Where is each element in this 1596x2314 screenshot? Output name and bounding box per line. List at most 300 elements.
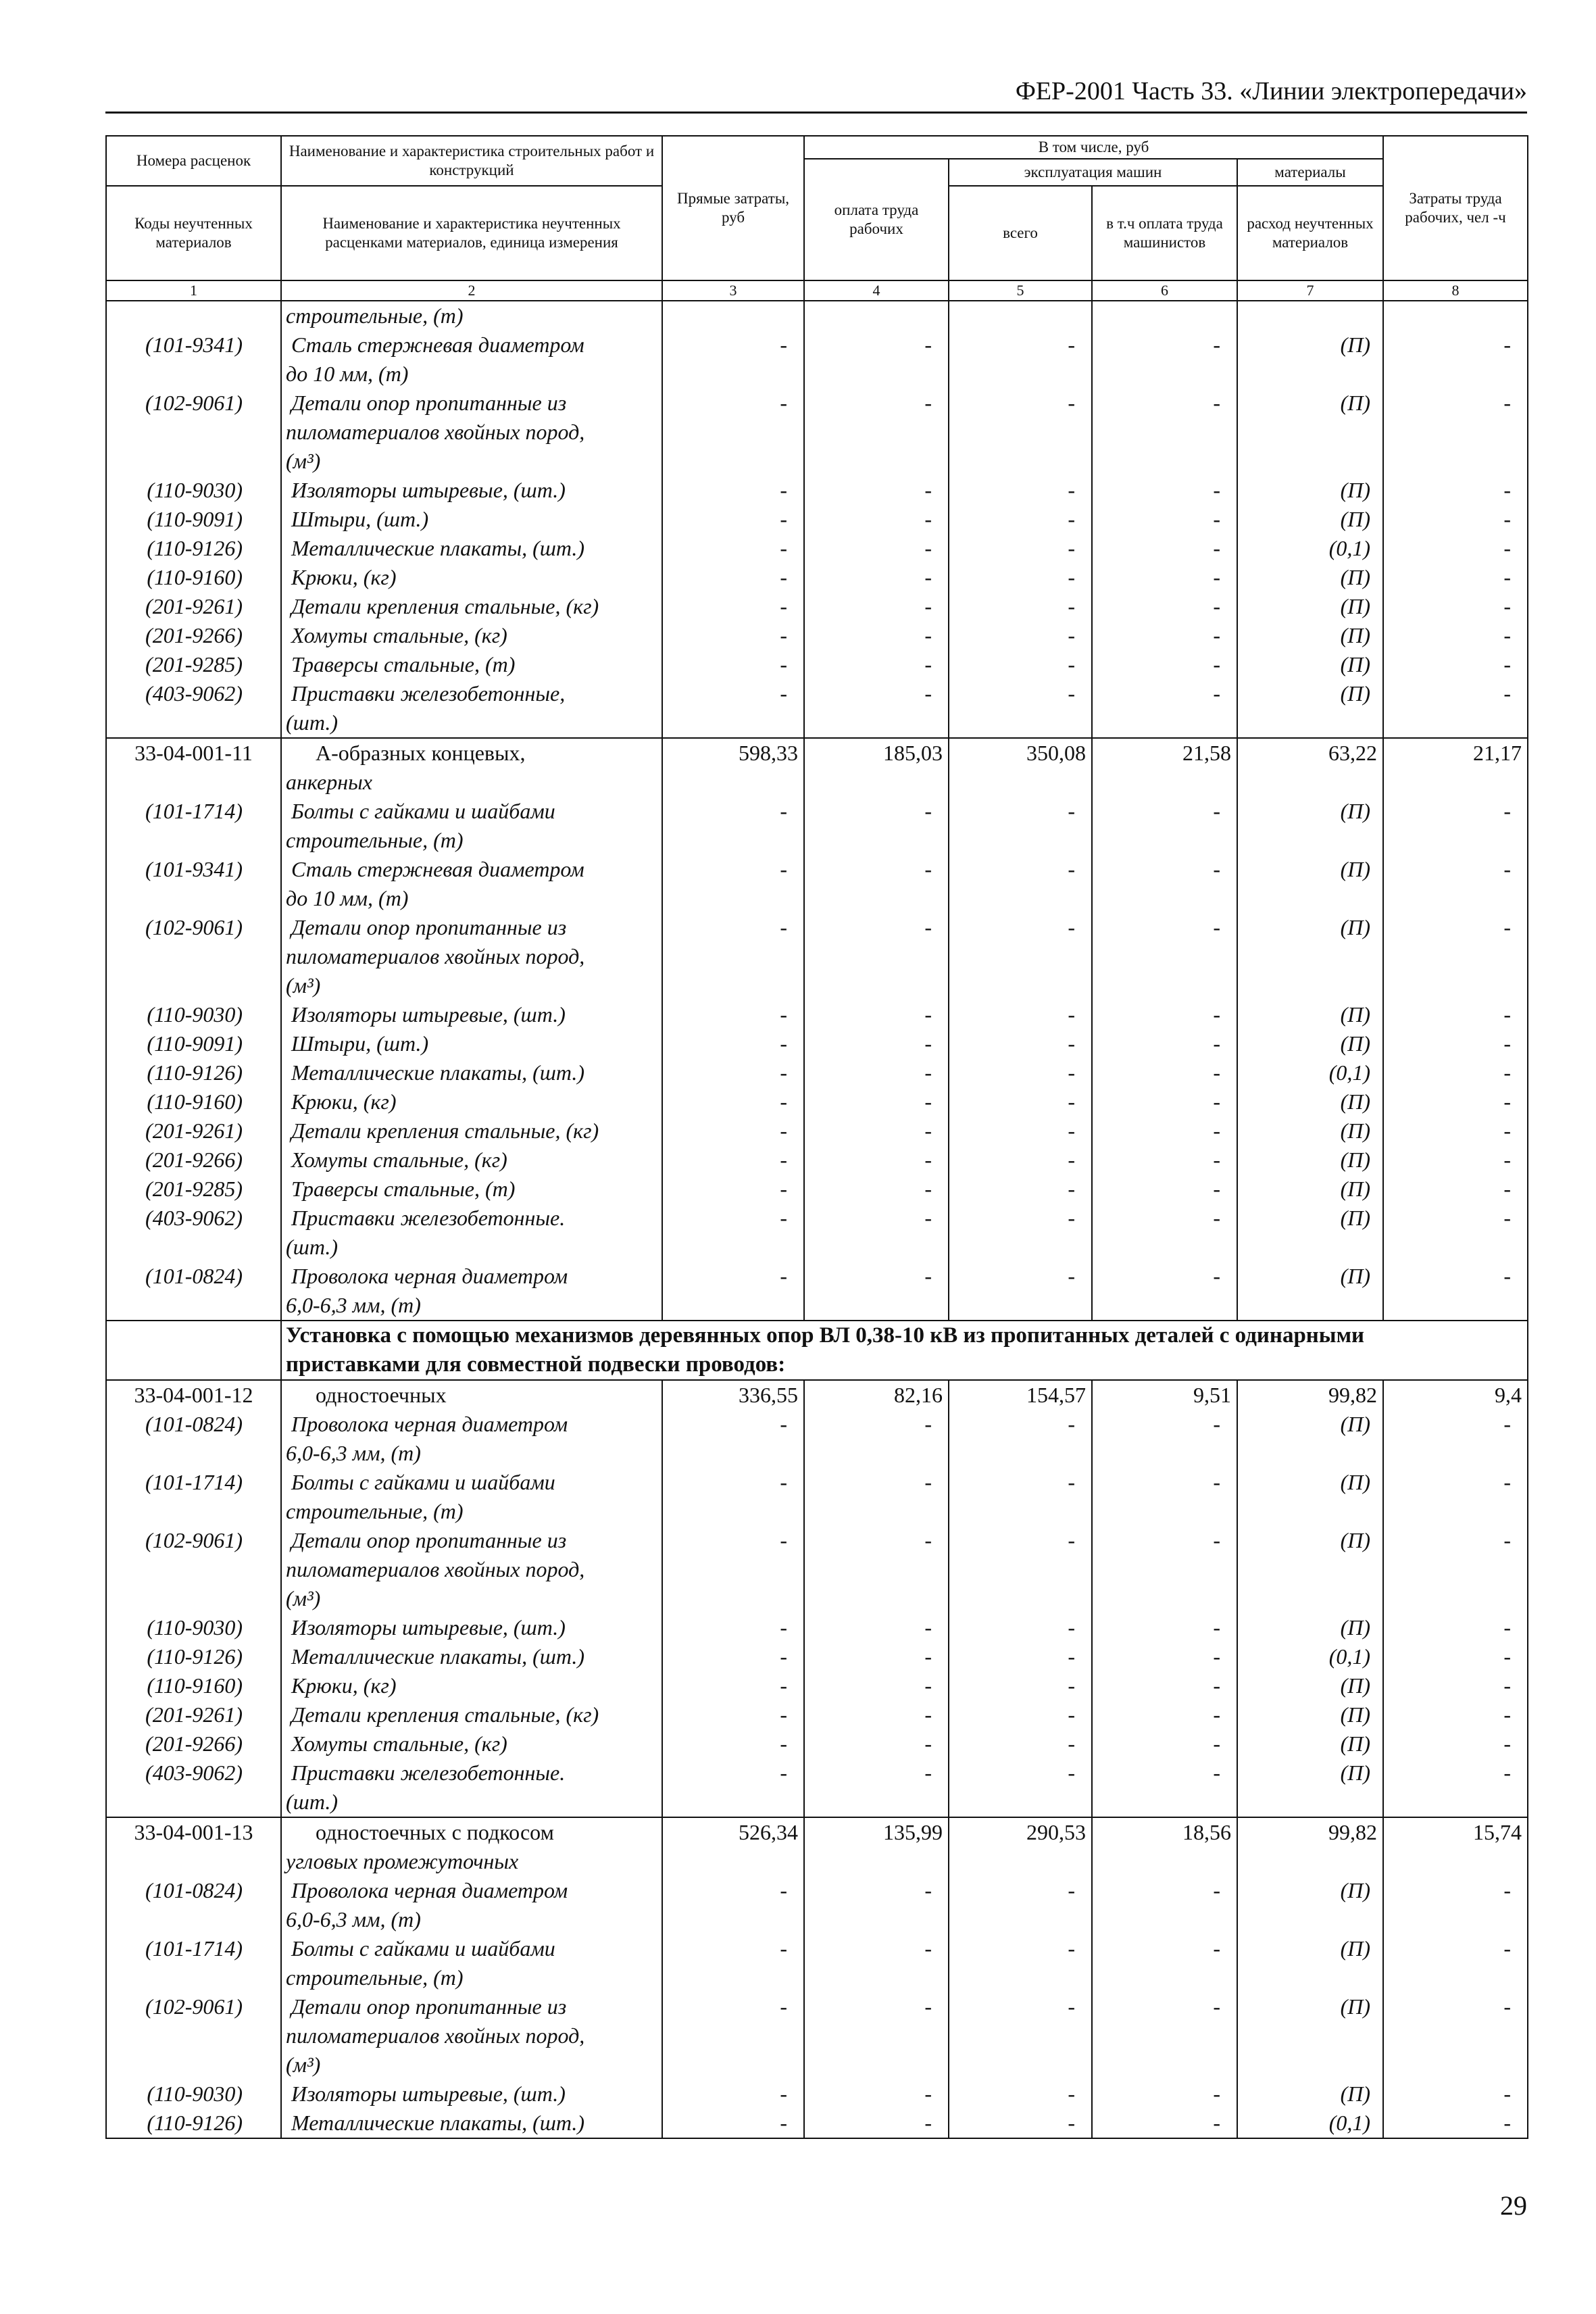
dash-cell: - — [1383, 1262, 1528, 1291]
material-name: Сталь стержневая диаметром — [281, 855, 662, 884]
empty-cell — [662, 1439, 804, 1468]
rate-name: одностоечных с подкосом — [281, 1817, 662, 1847]
dash-cell: - — [949, 2079, 1092, 2109]
empty-cell — [1237, 418, 1383, 447]
dash-cell: - — [1092, 1000, 1237, 1029]
rate-row — [106, 1817, 1528, 1847]
empty-cell — [949, 768, 1092, 797]
empty-cell — [106, 1584, 281, 1613]
dash-cell: - — [662, 1758, 804, 1788]
empty-cell — [662, 942, 804, 971]
empty-cell — [1237, 1439, 1383, 1468]
header-col6: в т.ч оплата труда машинистов — [1092, 186, 1237, 280]
dash-cell: - — [949, 679, 1092, 708]
dash-cell: - — [1383, 476, 1528, 505]
dash-cell: - — [1383, 1116, 1528, 1146]
dash-cell: - — [804, 2109, 949, 2138]
dash-cell: - — [804, 1468, 949, 1497]
dash-cell: - — [949, 1642, 1092, 1671]
column-number: 2 — [281, 280, 662, 301]
material-consumption: (П) — [1237, 1000, 1383, 1029]
empty-cell — [1092, 971, 1237, 1000]
material-row — [106, 2109, 1528, 2138]
empty-cell — [662, 1788, 804, 1817]
material-name: Детали крепления стальные, (кг) — [281, 592, 662, 621]
empty-cell — [1237, 1291, 1383, 1321]
dash-cell: - — [1092, 1526, 1237, 1555]
value-c7: 99,82 — [1237, 1817, 1383, 1847]
dash-cell: - — [662, 1876, 804, 1905]
dash-cell: - — [1092, 1468, 1237, 1497]
empty-cell — [106, 884, 281, 913]
empty-cell — [1383, 1847, 1528, 1876]
dash-cell: - — [804, 797, 949, 826]
empty-cell — [1092, 360, 1237, 389]
material-code: (201-9285) — [106, 650, 281, 679]
dash-cell: - — [662, 592, 804, 621]
dash-cell: - — [804, 1029, 949, 1058]
empty-cell — [804, 1233, 949, 1262]
rate-code: 33-04-001-12 — [106, 1380, 281, 1410]
dash-cell: - — [1092, 1992, 1237, 2021]
material-name: Металлические плакаты, (шт.) — [281, 1642, 662, 1671]
dash-cell: - — [1092, 1116, 1237, 1146]
dash-cell: - — [804, 621, 949, 650]
empty-cell — [804, 1847, 949, 1876]
empty-cell — [1383, 942, 1528, 971]
dash-cell: - — [662, 534, 804, 563]
material-row — [106, 1262, 1528, 1291]
name-continuation: до 10 мм, (т) — [281, 884, 662, 913]
material-row — [106, 1992, 1528, 2021]
dash-cell: - — [662, 1029, 804, 1058]
empty-cell — [1237, 1555, 1383, 1584]
dash-cell: - — [662, 1526, 804, 1555]
empty-cell — [106, 1905, 281, 1934]
dash-cell: - — [1383, 330, 1528, 360]
dash-cell: - — [804, 1758, 949, 1788]
empty-cell — [662, 1233, 804, 1262]
empty-cell — [804, 1905, 949, 1934]
dash-cell: - — [1092, 1671, 1237, 1700]
material-consumption: (П) — [1237, 1934, 1383, 1963]
dash-cell: - — [1092, 650, 1237, 679]
dash-cell: - — [949, 1175, 1092, 1204]
header-col2-top: Наименование и характеристика строительных работ и конструкций — [281, 136, 662, 186]
rates-table — [105, 135, 1528, 2139]
rate-name: А-образных концевых, — [281, 738, 662, 768]
dash-cell: - — [1383, 1758, 1528, 1788]
empty-cell — [106, 2021, 281, 2050]
empty-cell — [804, 1788, 949, 1817]
section-title-line: Установка с помощью механизмов деревянных опор ВЛ 0,38-10 кВ из пропитанных деталей с одинарными — [286, 1323, 1365, 1348]
empty-cell — [1092, 1788, 1237, 1817]
material-row — [106, 1876, 1528, 1905]
dash-cell: - — [662, 1262, 804, 1291]
name-continuation: угловых промежуточных — [281, 1847, 662, 1876]
name-continuation: 6,0-6,3 мм, (т) — [281, 1291, 662, 1321]
section-title — [281, 1321, 1528, 1380]
continuation-row — [106, 708, 1528, 738]
dash-cell: - — [804, 505, 949, 534]
dash-cell: - — [662, 1613, 804, 1642]
empty-cell — [1237, 2021, 1383, 2050]
empty-cell — [1092, 768, 1237, 797]
value-c4: 135,99 — [804, 1817, 949, 1847]
material-code: (110-9030) — [106, 2079, 281, 2109]
dash-cell: - — [804, 855, 949, 884]
material-row — [106, 1029, 1528, 1058]
dash-cell: - — [804, 913, 949, 942]
dash-cell: - — [1383, 1204, 1528, 1233]
dash-cell: - — [949, 1204, 1092, 1233]
rate-code: 33-04-001-11 — [106, 738, 281, 768]
material-code: (101-0824) — [106, 1876, 281, 1905]
empty-cell — [1383, 1788, 1528, 1817]
dash-cell: - — [949, 1700, 1092, 1729]
section-title-line: приставками для совместной подвески проводов: — [286, 1352, 786, 1377]
empty-cell — [804, 2050, 949, 2079]
material-consumption: (0,1) — [1237, 1642, 1383, 1671]
dash-cell: - — [662, 1204, 804, 1233]
material-consumption: (П) — [1237, 1262, 1383, 1291]
dash-cell: - — [804, 1671, 949, 1700]
name-continuation: (м³) — [281, 447, 662, 476]
dash-cell: - — [949, 1526, 1092, 1555]
empty-cell — [949, 1555, 1092, 1584]
empty-cell — [106, 1847, 281, 1876]
dash-cell: - — [662, 1146, 804, 1175]
empty-cell — [949, 360, 1092, 389]
material-name: Траверсы стальные, (т) — [281, 1175, 662, 1204]
material-code: (102-9061) — [106, 913, 281, 942]
dash-cell: - — [1383, 1613, 1528, 1642]
empty-cell — [1092, 1584, 1237, 1613]
dash-cell: - — [949, 1000, 1092, 1029]
name-continuation: до 10 мм, (т) — [281, 360, 662, 389]
dash-cell: - — [1383, 1992, 1528, 2021]
empty-cell — [1237, 884, 1383, 913]
material-consumption: (П) — [1237, 592, 1383, 621]
continuation-row — [106, 360, 1528, 389]
empty-cell — [662, 2021, 804, 2050]
value-c3: 336,55 — [662, 1380, 804, 1410]
dash-cell: - — [949, 505, 1092, 534]
empty-cell — [804, 418, 949, 447]
empty-cell — [1237, 1497, 1383, 1526]
empty-cell — [949, 447, 1092, 476]
dash-cell: - — [949, 1613, 1092, 1642]
empty-cell — [1383, 2050, 1528, 2079]
empty-cell — [1237, 1847, 1383, 1876]
dash-cell: - — [1092, 476, 1237, 505]
material-consumption: (П) — [1237, 1410, 1383, 1439]
name-continuation: (шт.) — [281, 708, 662, 738]
empty-cell — [662, 826, 804, 855]
material-consumption: (П) — [1237, 1526, 1383, 1555]
dash-cell: - — [804, 1934, 949, 1963]
dash-cell: - — [949, 1671, 1092, 1700]
empty-cell — [949, 1291, 1092, 1321]
material-consumption: (П) — [1237, 650, 1383, 679]
dash-cell: - — [949, 1262, 1092, 1291]
continuation-row — [106, 1233, 1528, 1262]
dash-cell: - — [1092, 389, 1237, 418]
dash-cell: - — [1092, 563, 1237, 592]
dash-cell: - — [1383, 2079, 1528, 2109]
dash-cell: - — [1383, 1058, 1528, 1087]
empty-cell — [662, 447, 804, 476]
material-name: Траверсы стальные, (т) — [281, 650, 662, 679]
dash-cell: - — [1092, 1146, 1237, 1175]
empty-cell — [949, 1963, 1092, 1992]
material-name: Хомуты стальные, (кг) — [281, 621, 662, 650]
material-row — [106, 650, 1528, 679]
empty-cell — [662, 971, 804, 1000]
value-c5: 350,08 — [949, 738, 1092, 768]
material-name: Приставки железобетонные, — [281, 679, 662, 708]
name-continuation: (м³) — [281, 971, 662, 1000]
name-continuation: строительные, (т) — [281, 826, 662, 855]
material-name: Детали крепления стальные, (кг) — [281, 1700, 662, 1729]
material-name: Изоляторы штыревые, (шт.) — [281, 2079, 662, 2109]
dash-cell: - — [949, 797, 1092, 826]
dash-cell: - — [1092, 1029, 1237, 1058]
empty-cell — [804, 2021, 949, 2050]
continuation-row — [106, 301, 1528, 330]
material-name: Детали опор пропитанные из — [281, 389, 662, 418]
dash-cell: - — [949, 650, 1092, 679]
dash-cell: - — [804, 1000, 949, 1029]
material-row — [106, 1146, 1528, 1175]
value-c3: 598,33 — [662, 738, 804, 768]
dash-cell: - — [662, 389, 804, 418]
dash-cell: - — [1383, 679, 1528, 708]
material-consumption: (П) — [1237, 389, 1383, 418]
empty-cell — [1237, 447, 1383, 476]
material-row — [106, 1700, 1528, 1729]
empty-cell — [106, 971, 281, 1000]
material-name: Штыри, (шт.) — [281, 505, 662, 534]
dash-cell: - — [662, 1410, 804, 1439]
empty-cell — [949, 1847, 1092, 1876]
dash-cell: - — [949, 389, 1092, 418]
name-continuation: (м³) — [281, 1584, 662, 1613]
dash-cell: - — [804, 679, 949, 708]
continuation-row — [106, 1963, 1528, 1992]
material-code: (201-9266) — [106, 1729, 281, 1758]
material-row — [106, 2079, 1528, 2109]
material-code: (110-9126) — [106, 534, 281, 563]
dash-cell: - — [662, 1729, 804, 1758]
dash-cell: - — [949, 1146, 1092, 1175]
continuation-row — [106, 884, 1528, 913]
material-code: (201-9261) — [106, 1700, 281, 1729]
material-row — [106, 1642, 1528, 1671]
material-code: (102-9061) — [106, 1526, 281, 1555]
material-name: Сталь стержневая диаметром — [281, 330, 662, 360]
empty-cell — [662, 360, 804, 389]
dash-cell: - — [949, 1992, 1092, 2021]
dash-cell: - — [949, 1087, 1092, 1116]
empty-cell — [662, 1963, 804, 1992]
empty-cell — [804, 884, 949, 913]
dash-cell: - — [1383, 1642, 1528, 1671]
dash-cell: - — [1092, 1204, 1237, 1233]
material-consumption: (П) — [1237, 2079, 1383, 2109]
empty-cell — [1092, 1497, 1237, 1526]
header-materials: материалы — [1237, 159, 1383, 186]
empty-cell — [1092, 1439, 1237, 1468]
dash-cell: - — [949, 1468, 1092, 1497]
dash-cell: - — [662, 563, 804, 592]
material-row — [106, 1934, 1528, 1963]
material-row — [106, 330, 1528, 360]
running-header: ФЕР-2001 Часть 33. «Линии электропередачи» — [105, 71, 1527, 114]
material-consumption: (П) — [1237, 1992, 1383, 2021]
empty-cell — [804, 1439, 949, 1468]
material-code: (101-1714) — [106, 1468, 281, 1497]
empty-cell — [949, 942, 1092, 971]
dash-cell: - — [662, 913, 804, 942]
material-consumption: (П) — [1237, 1116, 1383, 1146]
dash-cell: - — [1092, 1087, 1237, 1116]
empty-cell — [949, 1439, 1092, 1468]
material-code: (110-9160) — [106, 1671, 281, 1700]
header-col8: Затраты труда рабочих, чел -ч — [1383, 136, 1528, 280]
empty-cell — [1237, 826, 1383, 855]
continuation-row — [106, 1439, 1528, 1468]
rate-row — [106, 1380, 1528, 1410]
material-name: Металлические плакаты, (шт.) — [281, 534, 662, 563]
dash-cell: - — [949, 855, 1092, 884]
dash-cell: - — [1092, 1410, 1237, 1439]
material-name: Крюки, (кг) — [281, 563, 662, 592]
continuation-row — [106, 1497, 1528, 1526]
material-row — [106, 592, 1528, 621]
header-machines: эксплуатация машин — [949, 159, 1237, 186]
material-row — [106, 679, 1528, 708]
material-row — [106, 1204, 1528, 1233]
empty-cell — [662, 1291, 804, 1321]
empty-cell — [106, 447, 281, 476]
material-name: Хомуты стальные, (кг) — [281, 1729, 662, 1758]
dash-cell: - — [1092, 797, 1237, 826]
material-name: Приставки железобетонные. — [281, 1758, 662, 1788]
empty-cell — [1383, 768, 1528, 797]
dash-cell: - — [662, 476, 804, 505]
material-code: (201-9285) — [106, 1175, 281, 1204]
material-consumption: (П) — [1237, 1729, 1383, 1758]
continuation-row — [106, 768, 1528, 797]
empty-cell — [106, 1291, 281, 1321]
table-header — [106, 136, 1528, 301]
header-col5: всего — [949, 186, 1092, 280]
empty-cell — [949, 2050, 1092, 2079]
empty-cell — [1383, 884, 1528, 913]
dash-cell: - — [949, 330, 1092, 360]
empty-cell — [949, 1788, 1092, 1817]
material-name: Болты с гайками и шайбами — [281, 1468, 662, 1497]
dash-cell: - — [662, 855, 804, 884]
material-name: Проволока черная диаметром — [281, 1410, 662, 1439]
continuation-row — [106, 1788, 1528, 1817]
dash-cell: - — [662, 621, 804, 650]
material-name: Крюки, (кг) — [281, 1087, 662, 1116]
material-row — [106, 1175, 1528, 1204]
value-c3: 526,34 — [662, 1817, 804, 1847]
empty-cell — [949, 1905, 1092, 1934]
dash-cell: - — [662, 1175, 804, 1204]
dash-cell: - — [804, 1175, 949, 1204]
empty-cell — [662, 1497, 804, 1526]
value-c4: 82,16 — [804, 1380, 949, 1410]
name-continuation: 6,0-6,3 мм, (т) — [281, 1905, 662, 1934]
dash-cell: - — [804, 650, 949, 679]
empty-cell — [1237, 1905, 1383, 1934]
dash-cell: - — [1092, 330, 1237, 360]
empty-cell — [1092, 2021, 1237, 2050]
value-c4: 185,03 — [804, 738, 949, 768]
dash-cell: - — [804, 1642, 949, 1671]
empty-cell — [1383, 301, 1528, 330]
dash-cell: - — [804, 1262, 949, 1291]
dash-cell: - — [804, 563, 949, 592]
column-number: 6 — [1092, 280, 1237, 301]
material-consumption: (П) — [1237, 1613, 1383, 1642]
material-name: Металлические плакаты, (шт.) — [281, 2109, 662, 2138]
dash-cell: - — [1383, 1526, 1528, 1555]
dash-cell: - — [1383, 2109, 1528, 2138]
material-code: (110-9091) — [106, 505, 281, 534]
material-consumption: (П) — [1237, 1671, 1383, 1700]
empty-cell — [662, 1584, 804, 1613]
material-code: (101-9341) — [106, 330, 281, 360]
empty-cell — [1237, 708, 1383, 738]
table-body — [106, 301, 1528, 2138]
empty-cell — [1237, 1584, 1383, 1613]
material-code: (110-9160) — [106, 1087, 281, 1116]
value-c5: 154,57 — [949, 1380, 1092, 1410]
dash-cell: - — [1383, 650, 1528, 679]
empty-cell — [106, 360, 281, 389]
empty-cell — [1383, 1439, 1528, 1468]
material-code: (403-9062) — [106, 1758, 281, 1788]
dash-cell: - — [662, 679, 804, 708]
empty-cell — [1092, 1847, 1237, 1876]
material-consumption: (П) — [1237, 1029, 1383, 1058]
dash-cell: - — [804, 592, 949, 621]
material-row — [106, 1526, 1528, 1555]
material-consumption: (П) — [1237, 679, 1383, 708]
dash-cell: - — [1383, 1468, 1528, 1497]
material-row — [106, 1758, 1528, 1788]
material-code: (110-9091) — [106, 1029, 281, 1058]
empty-cell — [106, 301, 281, 330]
continuation-row — [106, 2050, 1528, 2079]
dash-cell: - — [1383, 1700, 1528, 1729]
name-continuation: пиломатериалов хвойных пород, — [281, 2021, 662, 2050]
empty-cell — [804, 708, 949, 738]
header-col1-bottom: Коды неучтенных материалов — [106, 186, 281, 280]
empty-cell — [106, 1233, 281, 1262]
rate-name: одностоечных — [281, 1380, 662, 1410]
empty-cell — [1237, 1963, 1383, 1992]
value-c7: 99,82 — [1237, 1380, 1383, 1410]
empty-cell — [106, 768, 281, 797]
empty-cell — [662, 884, 804, 913]
material-row — [106, 1410, 1528, 1439]
